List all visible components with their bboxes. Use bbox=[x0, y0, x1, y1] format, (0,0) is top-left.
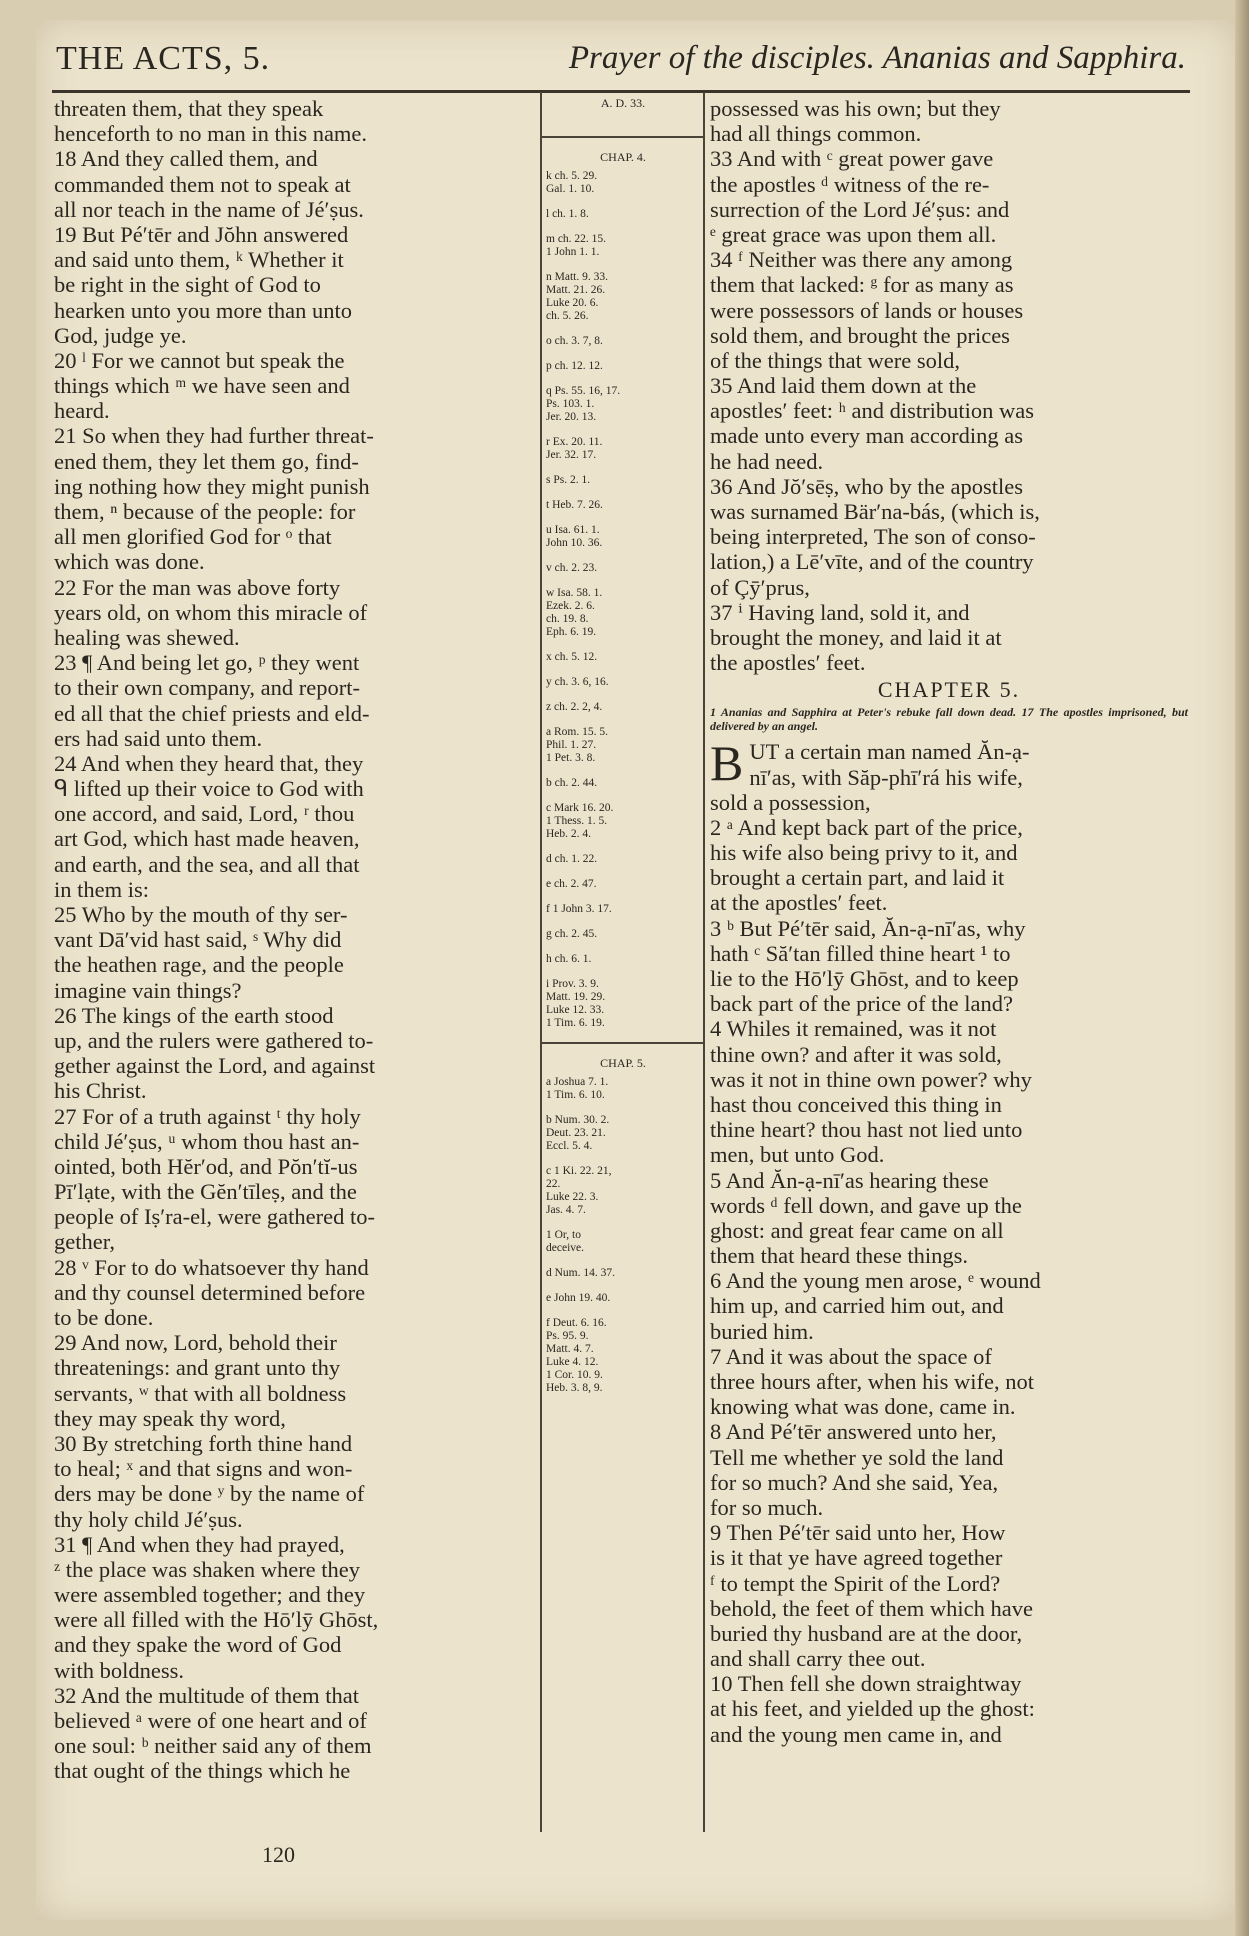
text-line: gether against the Lord, and against bbox=[54, 1053, 376, 1079]
text-line: is it that ye have agreed together bbox=[710, 1545, 1003, 1571]
text-line: possessed was his own; but they bbox=[710, 96, 1001, 121]
text-line: was it not in thine own power? why bbox=[710, 1066, 1032, 1092]
text-line: Pī′lạte, with the Gĕn′tīleṣ, and the bbox=[54, 1179, 357, 1205]
chapter-opening bbox=[710, 739, 1188, 789]
text-line: servants, ʷ that with all boldness bbox=[54, 1380, 347, 1406]
text-line: had all things common. bbox=[710, 121, 922, 147]
text-line: were all filled with the Hō′lȳ Ghōst, bbox=[54, 1607, 379, 1633]
text-line: ᵉ great grace was upon them all. bbox=[710, 221, 997, 247]
text-line: 36 And Jŏ′sēṣ, who by the apostles bbox=[710, 473, 1024, 499]
cross-reference: a Rom. 15. 5. Phil. 1. 27. 1 Pet. 3. 8. bbox=[546, 726, 608, 764]
cross-reference: w Isa. 58. 1. Ezek. 2. 6. ch. 19. 8. Eph. 6. 19. bbox=[546, 587, 603, 638]
text-line: 10 Then fell she down straightway bbox=[710, 1671, 1022, 1697]
text-line: and the young men came in, and bbox=[710, 1721, 1002, 1747]
text-line: 30 By stretching forth thine hand bbox=[54, 1430, 353, 1456]
text-line: ᶠ to tempt the Spirit of the Lord? bbox=[710, 1570, 1001, 1596]
text-line: Tell me whether ye sold the land bbox=[710, 1444, 1004, 1470]
text-line: them, ⁿ because of the people: for bbox=[54, 499, 356, 524]
cross-reference: b ch. 2. 44. bbox=[546, 777, 598, 789]
text-line: imagine vain things? bbox=[54, 977, 242, 1003]
year-label: A. D. 33. bbox=[600, 96, 646, 110]
reference-column bbox=[546, 96, 700, 1407]
text-line: and thy counsel determined before bbox=[54, 1279, 366, 1305]
chapter-summary: 1 Ananias and Sapphira at Peter's rebuke fall down dead. 17 The apostles imprisoned, but delivered by an angel. bbox=[710, 705, 1188, 734]
text-line: 9 Then Pé′tēr said unto her, How bbox=[710, 1520, 1006, 1546]
text-line: 7 And it was about the space of bbox=[710, 1343, 992, 1369]
text-line: 37 ⁱ Having land, sold it, and bbox=[710, 599, 970, 625]
text-line: to heal; ˣ and that signs and won- bbox=[54, 1456, 353, 1482]
text-line: to their own company, and report- bbox=[54, 675, 360, 701]
column-divider-right bbox=[703, 92, 705, 1832]
text-line: ed all that the chief priests and eld- bbox=[54, 700, 370, 726]
text-line: 22 For the man was above forty bbox=[54, 574, 341, 600]
text-line: 27 For of a truth against ᵗ thy holy bbox=[54, 1103, 361, 1129]
text-line: 20 ˡ For we cannot but speak the bbox=[54, 347, 345, 373]
text-line: and shall carry thee out. bbox=[710, 1646, 926, 1672]
text-line: words ᵈ fell down, and gave up the bbox=[710, 1192, 1022, 1218]
text-line: God, judge ye. bbox=[54, 322, 187, 348]
text-line: them that heard these things. bbox=[710, 1243, 969, 1269]
text-line: believed ᵃ were of one heart and of bbox=[54, 1708, 367, 1733]
text-line: threatenings: and grant unto thy bbox=[54, 1355, 341, 1381]
text-line: he had need. bbox=[710, 448, 824, 474]
cross-reference: p ch. 12. 12. bbox=[546, 360, 603, 372]
text-line: were possessors of lands or houses bbox=[710, 297, 1024, 323]
text-line: be right in the sight of God to bbox=[54, 272, 321, 298]
text-line: art God, which hast made heaven, bbox=[54, 826, 360, 852]
text-line: that ought of the things which he bbox=[54, 1758, 351, 1784]
text-line: 34 ᶠ Neither was there any among bbox=[710, 247, 1013, 273]
text-line: 24 And when they heard that, they bbox=[54, 750, 364, 776]
text-line: lation,) a Lē′vīte, and of the country bbox=[710, 549, 1034, 575]
text-line: 2 ᵃ And kept back part of the price, bbox=[710, 814, 1023, 840]
right-text-column bbox=[710, 96, 1188, 1747]
text-line: buried thy husband are at the door, bbox=[710, 1620, 1023, 1646]
text-line: hast thou conceived this thing in bbox=[710, 1091, 1002, 1117]
cross-reference: f Deut. 6. 16. Ps. 95. 9. Matt. 4. 7. Luke 4. 12. 1 Cor. 10. 9. Heb. 3. 8, 9. bbox=[546, 1317, 607, 1394]
text-line: ing nothing how they might punish bbox=[54, 473, 370, 499]
cross-reference: u Isa. 61. 1. John 10. 36. bbox=[546, 524, 603, 549]
cross-reference: x ch. 5. 12. bbox=[546, 651, 598, 663]
text-line: back part of the price of the land? bbox=[710, 991, 1013, 1017]
text-line: his Christ. bbox=[54, 1078, 147, 1104]
text-line: him up, and carried him out, and bbox=[710, 1293, 1004, 1319]
text-line: hath ᶜ Să′tan filled thine heart ¹ to bbox=[710, 940, 1011, 966]
cross-reference: z ch. 2. 2, 4. bbox=[546, 701, 603, 713]
text-line: the heathen rage, and the people bbox=[54, 952, 344, 978]
text-line: apostles′ feet: ʰ and distribution was bbox=[710, 398, 1034, 424]
year-rule bbox=[542, 136, 704, 138]
text-line: heard. bbox=[54, 398, 110, 424]
page-subtitle: Prayer of the disciples. Ananias and Sapphira. bbox=[568, 40, 1186, 76]
text-line: all nor teach in the name of Jé′ṣus. bbox=[54, 196, 364, 222]
cross-reference: t Heb. 7. 26. bbox=[546, 499, 603, 511]
text-line: the apostles ᵈ witness of the re- bbox=[710, 171, 990, 197]
cross-reference: b Num. 30. 2. Deut. 23. 21. Eccl. 5. 4. bbox=[546, 1114, 610, 1152]
text-line: of Çȳ′prus, bbox=[710, 574, 810, 600]
text-line: made unto every man according as bbox=[710, 423, 1024, 449]
text-line: they may speak thy word, bbox=[54, 1405, 286, 1431]
cross-reference: e ch. 2. 47. bbox=[546, 878, 597, 890]
text-line: one accord, and said, Lord, ʳ thou bbox=[54, 801, 355, 827]
chapter-5-text bbox=[710, 790, 1188, 1747]
cross-reference: g ch. 2. 45. bbox=[546, 928, 598, 940]
text-line: 28 ᵛ For to do whatsoever thy hand bbox=[54, 1254, 369, 1280]
text-line: 5 And Ăn-ạ-nī′as hearing these bbox=[710, 1167, 989, 1193]
cross-reference: r Ex. 20. 11. Jer. 32. 17. bbox=[546, 436, 603, 461]
cross-reference: 1 Or, to deceive. bbox=[546, 1229, 584, 1254]
text-line: his wife also being privy to it, and bbox=[710, 840, 1018, 866]
text-line: 29 And now, Lord, behold their bbox=[54, 1330, 337, 1356]
cross-reference: m ch. 22. 15. 1 John 1. 1. bbox=[546, 233, 607, 258]
text-line: and earth, and the sea, and all that bbox=[54, 851, 360, 877]
cross-reference: c Mark 16. 20. 1 Thess. 1. 5. Heb. 2. 4. bbox=[546, 802, 614, 840]
text-line: 4 Whiles it remained, was it not bbox=[710, 1016, 997, 1042]
cross-reference: s Ps. 2. 1. bbox=[546, 474, 591, 486]
cross-reference: c 1 Ki. 22. 21, 22. Luke 22. 3. Jas. 4. 7. bbox=[546, 1165, 612, 1216]
running-header bbox=[56, 36, 1186, 92]
text-line: with boldness. bbox=[54, 1657, 185, 1683]
text-line: things which ᵐ we have seen and bbox=[54, 373, 350, 399]
text-line: were assembled together; and they bbox=[54, 1582, 366, 1608]
drop-cap: B bbox=[710, 739, 744, 790]
text-line: brought the money, and laid it at bbox=[710, 624, 1002, 650]
text-line: to be done. bbox=[54, 1305, 154, 1330]
text-line: 26 The kings of the earth stood bbox=[54, 1002, 334, 1028]
cross-reference: f 1 John 3. 17. bbox=[546, 903, 612, 915]
chapter-rule bbox=[542, 1042, 704, 1044]
text-line: 33 And with ᶜ great power gave bbox=[710, 146, 994, 172]
text-line: ᑫ lifted up their voice to God with bbox=[54, 776, 364, 802]
page-edge bbox=[1235, 0, 1249, 1936]
text-line: in them is: bbox=[54, 876, 149, 902]
cross-reference: e John 19. 40. bbox=[546, 1292, 611, 1304]
cross-reference: q Ps. 55. 16, 17. Ps. 103. 1. Jer. 20. 13. bbox=[546, 385, 621, 423]
text-line: sold a possession, bbox=[710, 789, 871, 815]
chapter-4-references bbox=[546, 170, 700, 1030]
text-line: surrection of the Lord Jé′ṣus: and bbox=[710, 196, 1010, 222]
text-line: ders may be done ʸ by the name of bbox=[54, 1481, 365, 1507]
cross-reference: v ch. 2. 23. bbox=[546, 562, 598, 574]
chapter-4-continuation bbox=[710, 96, 1188, 675]
text-line: UT a certain man named Ăn-ạ- bbox=[749, 739, 1030, 765]
text-line: lie to the Hō′lȳ Ghōst, and to keep bbox=[710, 966, 1019, 991]
text-line: and said unto them, ᵏ Whether it bbox=[54, 247, 344, 273]
text-line: healing was shewed. bbox=[54, 624, 240, 650]
cross-reference: h ch. 6. 1. bbox=[546, 953, 592, 965]
text-line: ghost: and great fear came on all bbox=[710, 1217, 1004, 1243]
page-number: 120 bbox=[262, 1842, 295, 1867]
text-line: vant Dā′vid hast said, ˢ Why did bbox=[54, 927, 342, 953]
header-rule bbox=[52, 90, 1190, 93]
text-line: at his feet, and yielded up the ghost: bbox=[710, 1696, 1035, 1722]
text-line: 21 So when they had further threat- bbox=[54, 423, 374, 449]
text-line: knowing what was done, came in. bbox=[710, 1394, 1016, 1420]
text-line: one soul: ᵇ neither said any of them bbox=[54, 1733, 372, 1759]
text-line: sold them, and brought the prices bbox=[710, 322, 1010, 348]
text-line: 19 But Pé′tēr and Jŏhn answered bbox=[54, 221, 349, 247]
text-line: them that lacked: ᵍ for as many as bbox=[710, 272, 1014, 298]
text-line: and they spake the word of God bbox=[54, 1632, 342, 1658]
cross-reference: k ch. 5. 29. Gal. 1. 10. bbox=[546, 170, 598, 195]
text-line: brought a certain part, and laid it bbox=[710, 865, 1005, 891]
text-line: three hours after, when his wife, not bbox=[710, 1369, 1034, 1394]
cross-reference: o ch. 3. 7, 8. bbox=[546, 335, 603, 347]
text-line: 23 ¶ And being let go, ᵖ they went bbox=[54, 650, 360, 676]
cross-reference: a Joshua 7. 1. 1 Tim. 6. 10. bbox=[546, 1076, 609, 1101]
text-line: ᶻ the place was shaken where they bbox=[54, 1556, 361, 1582]
text-line: gether, bbox=[54, 1229, 115, 1255]
text-line: 35 And laid them down at the bbox=[710, 373, 977, 399]
column-divider-left bbox=[540, 92, 542, 1832]
text-line: 31 ¶ And when they had prayed, bbox=[54, 1531, 345, 1557]
text-line: buried him. bbox=[710, 1318, 814, 1344]
text-line: thine heart? thou hast not lied unto bbox=[710, 1117, 1023, 1143]
cross-reference: i Prov. 3. 9. Matt. 19. 29. Luke 12. 33. 1 Tim. 6. 19. bbox=[546, 978, 606, 1029]
chapter-4-label: CHAP. 4. bbox=[600, 150, 646, 164]
text-line: ers had said unto them. bbox=[54, 725, 263, 751]
chapter-5-references bbox=[546, 1076, 700, 1395]
text-line: henceforth to no man in this name. bbox=[54, 121, 368, 147]
text-line: all men glorified God for ᵒ that bbox=[54, 524, 332, 550]
text-line: ened them, they let them go, find- bbox=[54, 448, 359, 474]
book-title: THE ACTS, 5. bbox=[56, 40, 271, 77]
text-line: men, but unto God. bbox=[710, 1142, 885, 1168]
text-line: 8 And Pé′tēr answered unto her, bbox=[710, 1419, 997, 1445]
chapter-heading: CHAPTER 5. bbox=[877, 677, 1021, 703]
text-line: 6 And the young men arose, ᵉ wound bbox=[710, 1268, 1041, 1294]
text-line: 25 Who by the mouth of thy ser- bbox=[54, 902, 348, 927]
text-line: 3 ᵇ But Pé′tēr said, Ăn-ạ-nī′as, why bbox=[710, 915, 1026, 941]
text-line: thine own? and after it was sold, bbox=[710, 1041, 1002, 1067]
text-line: 18 And they called them, and bbox=[54, 146, 318, 172]
cross-reference: y ch. 3. 6, 16. bbox=[546, 676, 609, 688]
cross-reference: d ch. 1. 22. bbox=[546, 853, 598, 865]
left-text-column bbox=[54, 96, 534, 1784]
text-line: behold, the feet of them which have bbox=[710, 1595, 1034, 1621]
cross-reference: n Matt. 9. 33. Matt. 21. 26. Luke 20. 6. ch. 5. 26. bbox=[546, 271, 608, 322]
text-line: commanded them not to speak at bbox=[54, 171, 351, 197]
text-line: for so much? And she said, Yea, bbox=[710, 1469, 999, 1495]
text-line: of the things that were sold, bbox=[710, 347, 960, 373]
cross-reference: d Num. 14. 37. bbox=[546, 1267, 615, 1279]
text-line: was surnamed Bär′na-bás, (which is, bbox=[710, 499, 1040, 524]
text-line: years old, on whom this miracle of bbox=[54, 599, 368, 625]
chapter-5-label: CHAP. 5. bbox=[600, 1056, 646, 1070]
cross-reference: l ch. 1. 8. bbox=[546, 208, 589, 220]
text-line: at the apostles′ feet. bbox=[710, 890, 888, 916]
text-line: being interpreted, The son of conso- bbox=[710, 524, 1036, 550]
text-line: thy holy child Jé′ṣus. bbox=[54, 1506, 243, 1532]
text-line: the apostles′ feet. bbox=[710, 650, 866, 676]
text-line: people of Iṣ′ra-el, were gathered to- bbox=[54, 1204, 376, 1230]
text-line: 32 And the multitude of them that bbox=[54, 1682, 359, 1708]
text-line: which was done. bbox=[54, 549, 205, 575]
text-line: ointed, both Hĕr′od, and Pŏn′tĭ-us bbox=[54, 1153, 358, 1179]
text-line: hearken unto you more than unto bbox=[54, 297, 353, 323]
text-line: child Jé′ṣus, ᵘ whom thou hast an- bbox=[54, 1128, 360, 1154]
text-line: nī′as, with Săp-phī′rá his wife, bbox=[749, 764, 1023, 790]
text-line: up, and the rulers were gathered to- bbox=[54, 1027, 374, 1053]
text-line: threaten them, that they speak bbox=[54, 96, 324, 121]
text-line: for so much. bbox=[710, 1494, 824, 1520]
